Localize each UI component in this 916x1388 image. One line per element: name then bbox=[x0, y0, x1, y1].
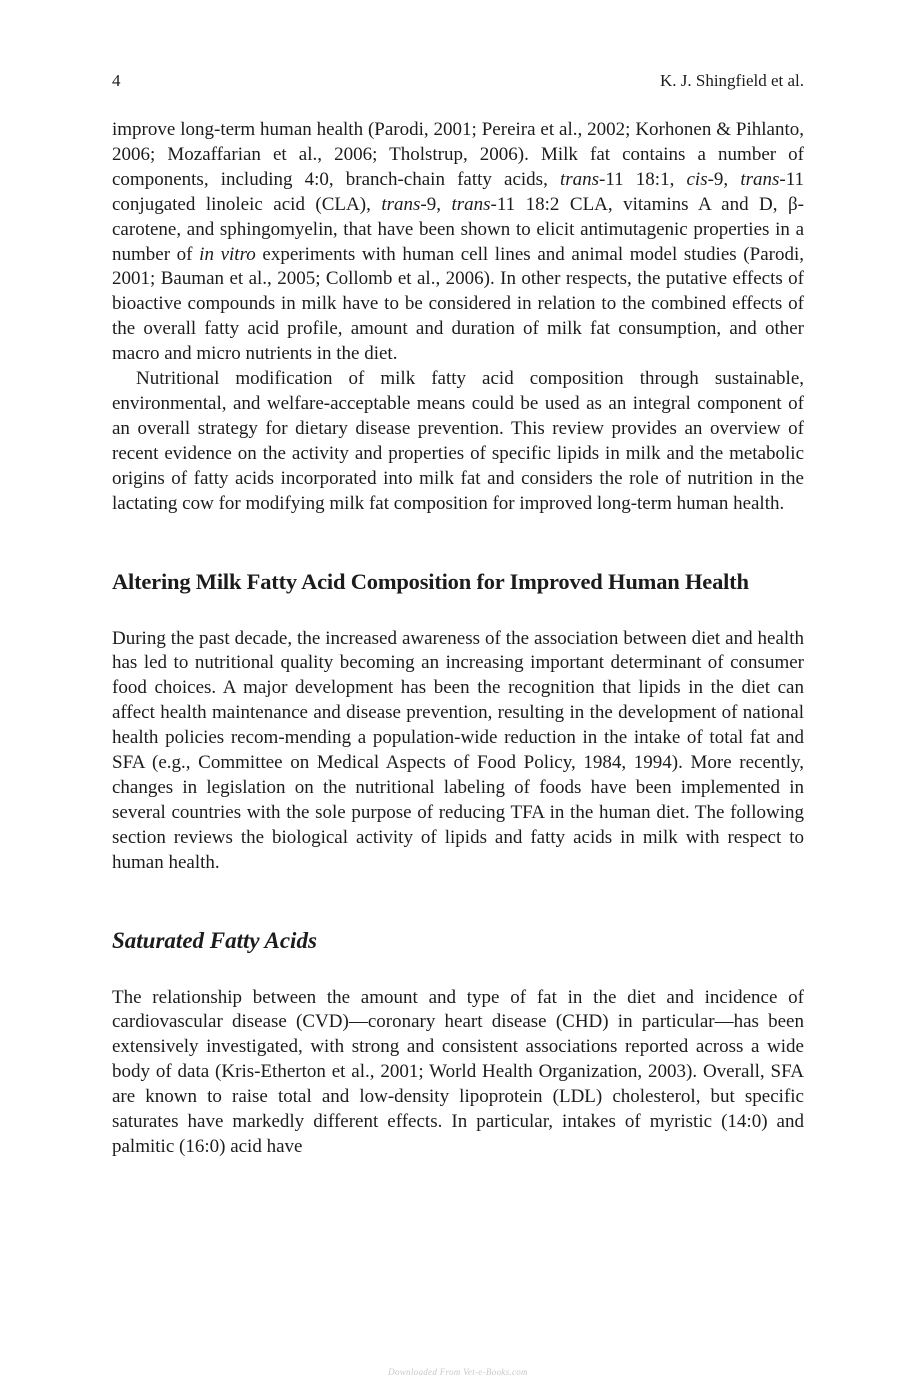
italic-term: trans bbox=[451, 193, 491, 215]
text-run: -11 18:2 CLA, vitamins A and D, β-carotene, and sphingomyelin, that have been shown to elicit antimutagenic properties in a number of bbox=[112, 193, 805, 265]
section-heading: Altering Milk Fatty Acid Composition for Improved Human Health bbox=[112, 568, 749, 594]
italic-term: trans bbox=[381, 193, 421, 215]
paragraph-saturated-fatty-acids: The relationship between the amount and type of fat in the diet and incidence of cardiovascular disease (CVD)—coronary heart disease (CHD) in particular—has been extensively investigated, with strong and consistent associations reported across a wide body of data (Kris-Etherton et al., 2001; World Health Organization, 2003). Overall, SFA are known to raise total and low-density lipoprotein (LDL) cholesterol, but specific saturates have markedly different effects. In particular, intakes of myristic (14:0) and palmitic (16:0) acid have bbox=[112, 986, 804, 1157]
text-run: -9, bbox=[707, 168, 741, 190]
italic-term: trans bbox=[559, 168, 600, 190]
running-title: K. J. Shingfield et al. bbox=[659, 71, 804, 90]
paragraph-intro-review: Nutritional modification of milk fatty acid composition through sustainable, environmental, and welfare-acceptable means could be used as an integral component of an overall strategy for dietary disease prevention. This review provides an overview of recent evidence on the activity and properties of specific lipids in milk and the metabolic origins of fatty acids incorporated into milk fat and considers the role of nutrition in the lactating cow for modifying milk fat composition for improved long-term human health. bbox=[112, 368, 804, 514]
page-number: 4 bbox=[112, 71, 121, 90]
page-body bbox=[112, 70, 804, 1160]
italic-term: trans bbox=[740, 168, 780, 190]
text-run: experiments with human cell lines and animal model studies (Parodi, 2001; Bauman et al., 2005; Collomb et al., 2006). In other respects, the putative effects of bioactive compounds in milk have to be considered in relation to the combined effects of the overall fatty acid profile, amount and duration of milk fat consumption, and other macro and micro nutrients in the diet. bbox=[112, 243, 804, 365]
text-run: improve long-term human health (Parodi, 2001; Pereira et al., 2002; Korhonen & Pihlanto, 2006; Mozaffarian et al., 2006; Tholstrup, 2006). Milk fat contains a number of components, including 4:0, branch-chain fatty acids, bbox=[112, 119, 804, 190]
text-run: -11 18:1, bbox=[599, 168, 687, 190]
text-run: -11 conjugated linoleic acid (CLA), bbox=[112, 168, 805, 215]
paragraph-continued bbox=[112, 118, 804, 367]
italic-term: cis bbox=[686, 168, 708, 190]
running-head bbox=[112, 70, 804, 92]
paragraph-diet-health: During the past decade, the increased awareness of the association between diet and health has led to nutritional quality becoming an increasing important determinant of consumer food choices. A major development has been the recognition that lipids in the diet can affect health maintenance and disease prevention, resulting in the development of national health policies recom-mending a population-wide reduction in the intake of total fat and SFA (e.g., Committee on Medical Aspects of Food Policy, 1984, 1994). More recently, changes in legislation on the nutritional labeling of foods have been implemented in several countries with the sole purpose of reducing TFA in the human diet. The following section reviews the biological activity of lipids and fatty acids in milk with respect to human health. bbox=[112, 627, 804, 873]
watermark: Downloaded From Vet-e-Books.com bbox=[388, 1367, 528, 1377]
subsection-heading: Saturated Fatty Acids bbox=[112, 927, 317, 953]
italic-term: in vitro bbox=[199, 243, 256, 265]
text-run: -9, bbox=[420, 193, 452, 215]
